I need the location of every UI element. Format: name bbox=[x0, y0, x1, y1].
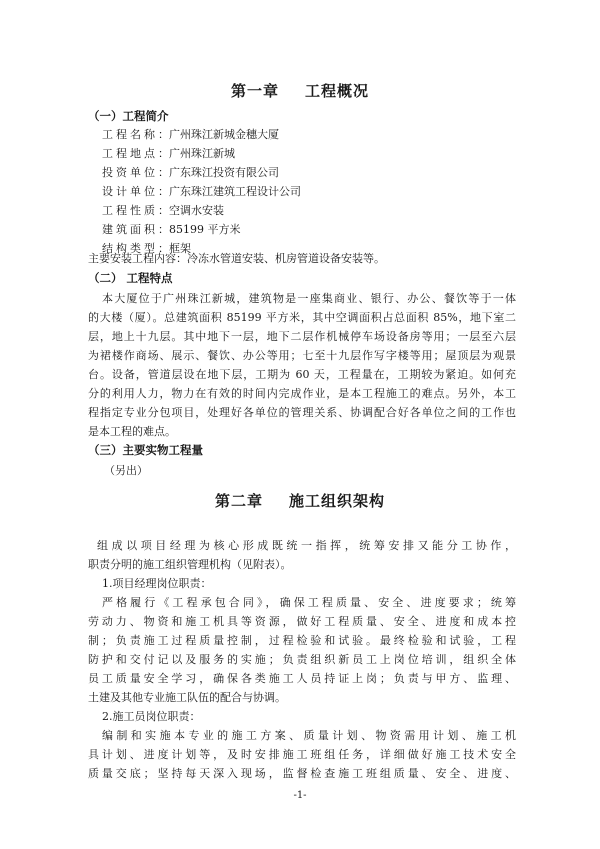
manager-duty-line: 防护和交付记以及服务的实施；负责组织新员工上岗位培训，组织全体 bbox=[88, 653, 516, 666]
page-number: -1- bbox=[293, 790, 307, 801]
duty-heading-manager: 1.项目经理岗位职责： bbox=[102, 577, 212, 590]
features-line: 是本工程的难点。 bbox=[88, 425, 176, 438]
field-value: 广州珠江新城金穗大厦 bbox=[169, 128, 279, 141]
manager-duty-line: 制；负责施工过程质量控制，过程检验和试验。最终检验和试验，工程 bbox=[88, 634, 516, 647]
field-project-location bbox=[102, 145, 235, 161]
field-designer bbox=[102, 183, 301, 199]
builder-duty-line: 质量交底；坚持每天深入现场，监督检查施工班组质量、安全、进度、 bbox=[88, 767, 516, 780]
field-label: 工程性质： bbox=[102, 204, 169, 217]
field-investor bbox=[102, 164, 279, 180]
field-label: 结构类型： bbox=[102, 242, 169, 255]
features-line: 程指定专业分包项目，处理好各单位的管理关系、协调配合好各单位之间的工作也 bbox=[88, 406, 516, 419]
chapter-1-title bbox=[0, 80, 600, 101]
field-label: 工程地点： bbox=[102, 147, 169, 160]
section-heading-intro: （一）工程简介 bbox=[88, 109, 169, 123]
field-label: 工程名称： bbox=[102, 128, 169, 141]
field-value: 框架 bbox=[169, 242, 191, 255]
main-install-content: 主要安装工程内容：冷冻水管道安装、机房管道设备安装等。 bbox=[88, 252, 385, 265]
manager-duty-line: 员工质量安全学习，确保各类施工人员持证上岗；负责与甲方、监理、 bbox=[88, 672, 516, 685]
field-project-name bbox=[102, 126, 279, 142]
field-area bbox=[102, 221, 241, 237]
features-line: 台。设备，管道层设在地下层，工期为 60 天，工程量在，工期较为紧迫。如何充 bbox=[88, 368, 516, 381]
field-value: 广东珠江投资有限公司 bbox=[169, 166, 279, 179]
builder-duty-line: 编制和实施本专业的施工方案、质量计划、物资需用计划、施工机 bbox=[102, 729, 516, 742]
field-label: 建筑面积： bbox=[102, 223, 169, 236]
duty-heading-builder: 2.施工员岗位职责： bbox=[102, 710, 201, 723]
org-paragraph-line: 组成以项目经理为核心形成既统一指挥，统筹安排又能分工协作， bbox=[97, 539, 516, 552]
field-label: 投资单位： bbox=[102, 166, 169, 179]
features-line: 为裙楼作商场、展示、餐饮、办公等用；七至十九层作写字楼等用；屋顶层为观景 bbox=[88, 349, 516, 362]
chapter-2-number: 第二章 bbox=[214, 492, 263, 510]
chapter-2-name: 施工组织架构 bbox=[289, 492, 386, 510]
org-paragraph-line: 职责分明的施工组织管理机构（见附表）。 bbox=[88, 558, 292, 571]
chapter-2-title bbox=[0, 490, 600, 511]
features-line: 分的利用人力，物力在有效的时间内完成作业，是本工程施工的难点。另外，本工 bbox=[88, 387, 516, 400]
field-value: 广州珠江新城 bbox=[169, 147, 235, 160]
field-value: 广东珠江建筑工程设计公司 bbox=[169, 185, 301, 198]
field-nature bbox=[102, 202, 224, 218]
quantities-note: （另出） bbox=[104, 464, 148, 477]
section-heading-quantities: （三）主要实物工程量 bbox=[88, 443, 203, 457]
manager-duty-line: 土建及其他专业施工队伍的配合与协调。 bbox=[88, 691, 286, 704]
field-label: 设计单位： bbox=[102, 185, 169, 198]
features-line: 层，地上十九层。其中地下一层，地下二层作机械停车场设备房等用；一层至六层 bbox=[88, 330, 516, 343]
manager-duty-line: 劳动力、物资和施工机具等资源，做好工程质量、安全、进度和成本控 bbox=[88, 615, 516, 628]
chapter-1-name: 工程概况 bbox=[305, 82, 370, 100]
manager-duty-line: 严格履行《工程承包合同》，确保工程质量、安全、进度要求；统筹 bbox=[102, 596, 516, 609]
features-line: 本大厦位于广州珠江新城，建筑物是一座集商业、银行、办公、餐饮等于一体 bbox=[102, 292, 516, 305]
builder-duty-line: 具计划、进度计划等，及时安排施工班组任务，详细做好施工技术安全 bbox=[88, 748, 516, 761]
chapter-1-number: 第一章 bbox=[230, 82, 279, 100]
field-value: 空调水安装 bbox=[169, 204, 224, 217]
field-value: 85199 平方米 bbox=[169, 223, 241, 236]
features-line: 的大楼（厦）。总建筑面积 85199 平方米，其中空调面积占总面积 85%，地下室二 bbox=[88, 311, 516, 324]
section-heading-features: （二） 工程特点 bbox=[88, 271, 173, 285]
